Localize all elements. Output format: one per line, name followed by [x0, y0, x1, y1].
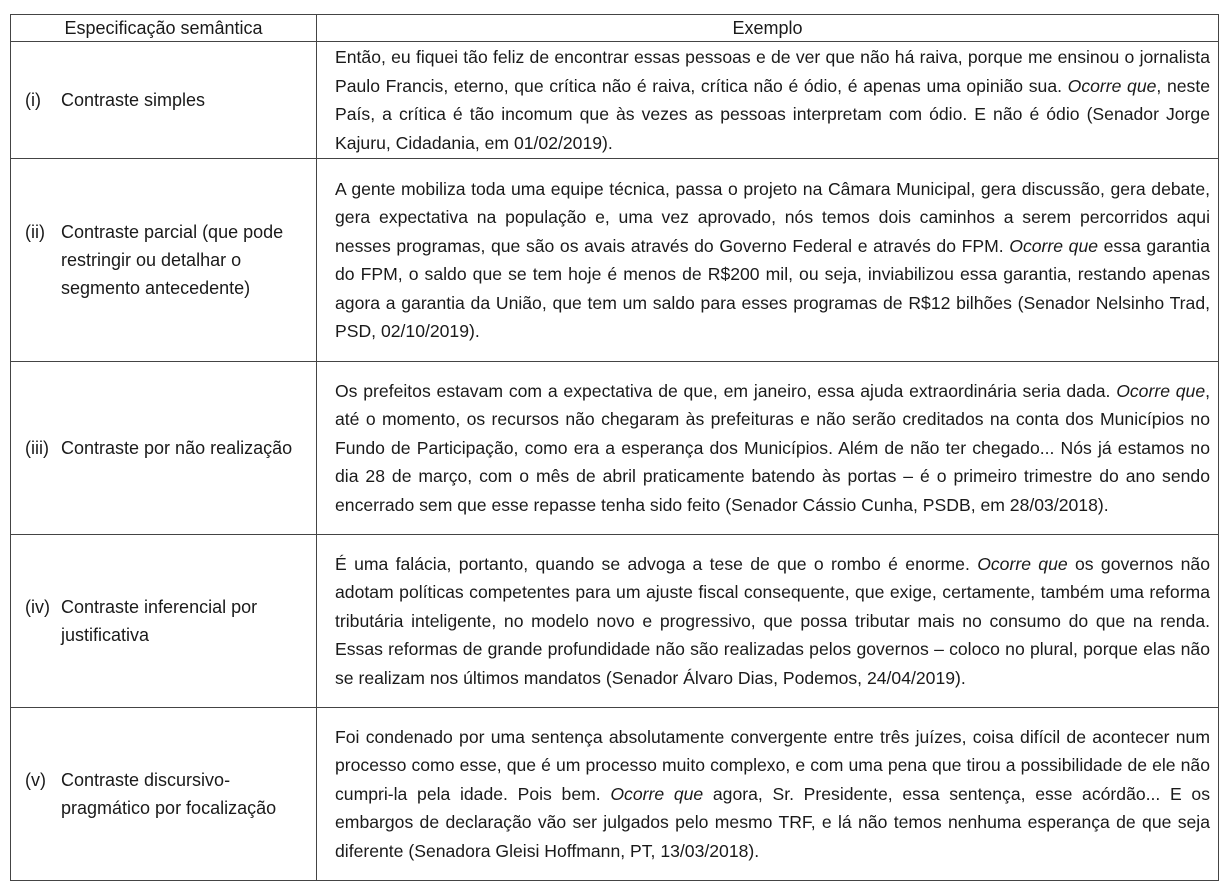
table-row — [11, 42, 1219, 159]
row-number: (i) — [25, 90, 41, 110]
spec-cell — [11, 362, 317, 535]
spec-cell — [11, 159, 317, 362]
example-text-pre: A gente mobiliza toda uma equipe técnica, passa o projeto na Câmara Municipal, gera discussão, gera debate, gera expectativa na população e, uma vez aprovado, nós temos dois caminhos a serem percorridos aqui nesses programas, que são os avais através do Governo Federal e através do FPM. — [335, 178, 1210, 256]
semantic-specification-table — [10, 14, 1219, 881]
row-number: (ii) — [25, 222, 45, 242]
example-highlight: Ocorre que — [1116, 380, 1206, 401]
example-highlight: Ocorre que — [1067, 75, 1157, 96]
spec-label: Contraste simples — [61, 90, 206, 110]
spec-cell — [11, 42, 317, 159]
example-text-post: os governos não adotam políticas competentes para um ajuste fiscal consequente, que exige, certamente, também uma reforma tributária inteligente, no modelo novo e progressivo, que possa tributar mais no consumo do que na renda. Essas reformas de grande profundidade não são realizadas pelos governos – coloco no plural, porque elas não se realizam nos últimos mandatos (Senador Álvaro Dias, Podemos, 24/04/2019). — [335, 553, 1211, 688]
example-cell — [317, 708, 1219, 881]
table-row — [11, 708, 1219, 881]
example-text-pre: É uma falácia, portanto, quando se advoga a tese de que o rombo é enorme. — [335, 553, 978, 574]
example-highlight: Ocorre que — [1009, 235, 1099, 256]
example-cell — [317, 42, 1219, 159]
table-row — [11, 159, 1219, 362]
table-row — [11, 362, 1219, 535]
table-header-row — [11, 15, 1219, 42]
example-text-post: , até o momento, os recursos não chegaram às prefeituras e não serão creditados na conta dos Municípios no Fundo de Participação, como era a esperança dos Municípios. Além de não ter chegado... Nós já estamos no dia 28 de março, com o mês de abril praticamente batendo às portas – é o primeiro trimestre do ano sendo encerrado sem que esse repasse tenha sido feito (Senador Cássio Cunha, PSDB, em 28/03/2018). — [335, 380, 1211, 515]
spec-label: Contraste parcial (que pode restringir ou detalhar o segmento antecedente) — [61, 222, 284, 298]
example-text-post: , neste País, a crítica é tão incomum que às vezes as pessoas interpretam com ódio. E não é ódio (Senador Jorge Kajuru, Cidadania, em 01/02/2019). — [335, 75, 1210, 153]
example-text-pre: Os prefeitos estavam com a expectativa de que, em janeiro, essa ajuda extraordinária seria dada. — [335, 380, 1117, 401]
spec-label: Contraste inferencial por justificativa — [61, 597, 258, 645]
example-cell — [317, 362, 1219, 535]
row-number: (iii) — [25, 438, 49, 458]
semantic-table-container — [10, 14, 1218, 881]
spec-label: Contraste discursivo-pragmático por focalização — [61, 770, 277, 818]
spec-cell — [11, 535, 317, 708]
row-number: (v) — [25, 770, 46, 790]
spec-cell — [11, 708, 317, 881]
example-text-post: agora, Sr. Presidente, essa sentença, esse acórdão... E os embargos de declaração vão ser julgados pelo mesmo TRF, e lá não temos nenhuma esperança de que seja diferente (Senadora Gleisi Hoffmann, PT, 13/03/2018). — [335, 783, 1211, 861]
example-text-pre: Então, eu fiquei tão feliz de encontrar essas pessoas e de ver que não há raiva, porque me ensinou o jornalista Paulo Francis, eterno, que crítica não é raiva, crítica não é ódio, é apenas uma opinião sua. — [335, 47, 1210, 96]
header-example: Exemplo — [317, 15, 1219, 42]
spec-label: Contraste por não realização — [61, 438, 293, 458]
header-specification: Especificação semântica — [11, 15, 317, 42]
example-highlight: Ocorre que — [977, 553, 1068, 574]
row-number: (iv) — [25, 597, 50, 617]
example-text-post: essa garantia do FPM, o saldo que se tem hoje é menos de R$200 mil, ou seja, inviabilizou essa garantia, restando apenas agora a garantia da União, que tem um saldo para esses programas de R$12 bilhões (Senador Nelsinho Trad, PSD, 02/10/2019). — [335, 235, 1210, 341]
example-cell — [317, 159, 1219, 362]
example-text-pre: Foi condenado por uma sentença absolutamente convergente entre três juízes, coisa difícil de acontecer num processo como esse, que é um processo muito complexo, e com uma pena que tirou a possibilidade de ele não cumpri-la pela idade. Pois bem. — [335, 726, 1210, 804]
table-row — [11, 535, 1219, 708]
example-cell — [317, 535, 1219, 708]
example-highlight: Ocorre que — [610, 783, 704, 804]
